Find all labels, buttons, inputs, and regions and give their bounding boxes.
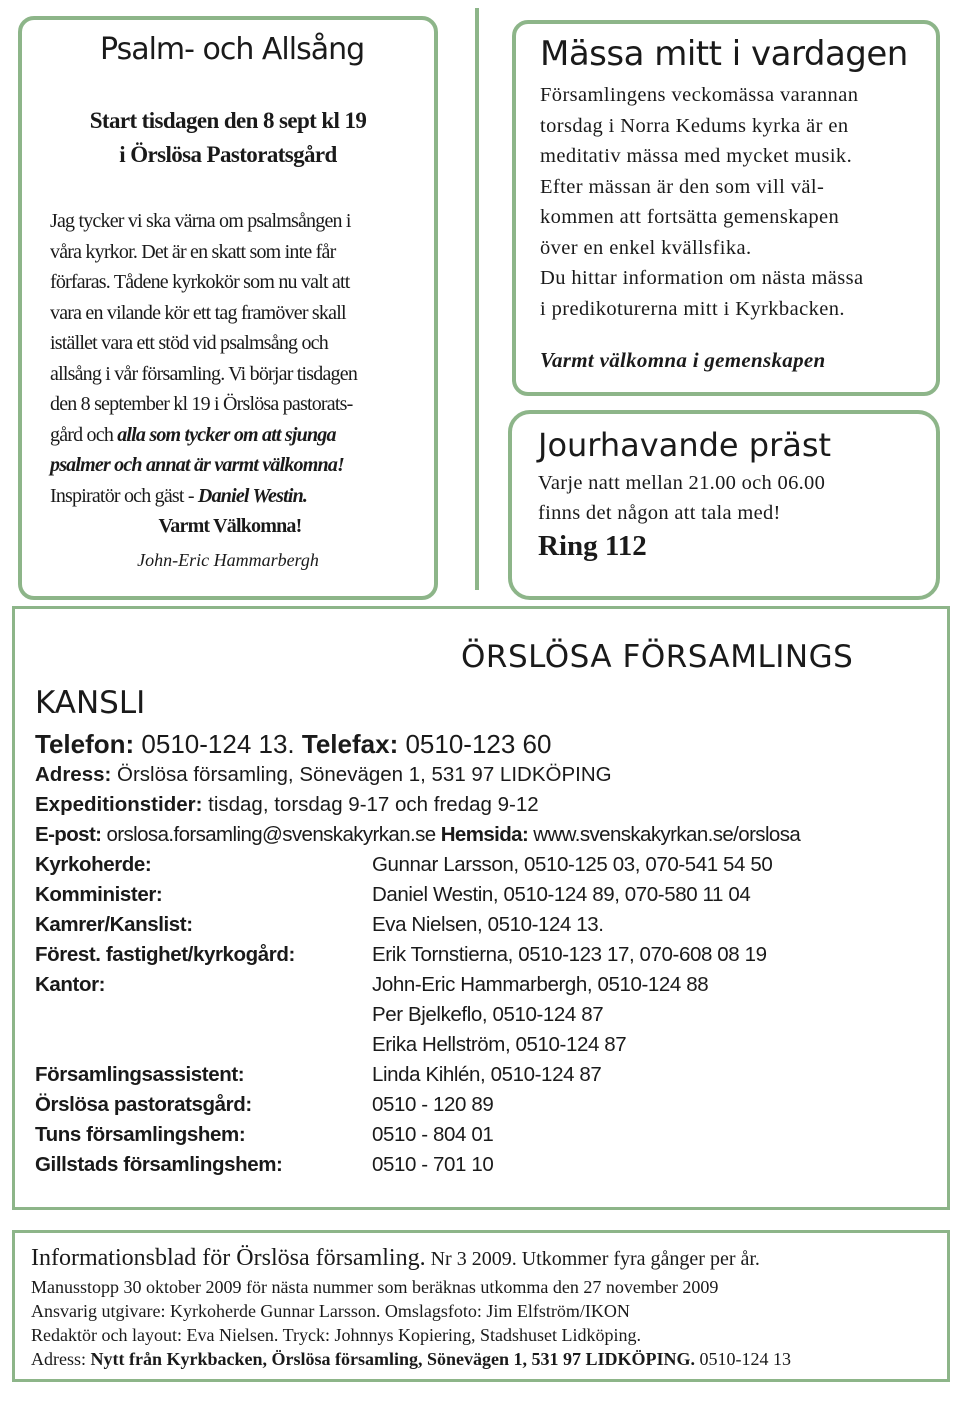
massa-body-line: Du hittar information om nästa mässa <box>540 267 864 289</box>
staff-value: Daniel Westin, 0510-124 89, 070-580 11 04 <box>372 883 751 906</box>
psalm-start-line2: i Örslösa Pastoratsgård <box>119 142 337 167</box>
staff-label: Förest. fastighet/kyrkogård: <box>35 943 295 966</box>
epost-label: E-post: <box>35 823 102 846</box>
info-line3: Ansvarig utgivare: Kyrkoherde Gunnar Larsson. Omslagsfoto: Jim Elfström/IKON <box>31 1301 630 1321</box>
massa-welcome: Varmt välkomna i gemenskapen <box>540 348 826 372</box>
jour-line2: finns det någon att tala med! <box>538 502 781 524</box>
jour-box <box>508 410 940 600</box>
info-phone: 0510-124 13 <box>695 1349 792 1369</box>
staff-value: Gunnar Larsson, 0510-125 03, 070-541 54 50 <box>372 853 773 876</box>
psalm-body <box>50 206 422 542</box>
psalm-body-line: våra kyrkor. Det är en skatt som inte får <box>50 240 336 263</box>
staff-label: Kantor: <box>35 973 106 996</box>
massa-title: Mässa mitt i vardagen <box>540 34 908 74</box>
massa-body-line: Efter mässan är den som vill väl- <box>540 175 825 198</box>
psalm-line9-emph: psalmer och annat är varmt välkomna! <box>50 454 345 476</box>
staff-label: Tuns församlingshem: <box>35 1123 246 1146</box>
psalm-title: Psalm- och Allsång <box>100 32 365 67</box>
staff-value: 0510 - 804 01 <box>372 1123 494 1146</box>
massa-body-line: Församlingens veckomässa varannan <box>540 84 859 106</box>
psalm-start-line1: Start tisdagen den 8 sept kl 19 <box>89 108 367 133</box>
info-address: Nytt från Kyrkbacken, Örslösa församling, Sönevägen 1, 531 97 LIDKÖPING. <box>90 1349 696 1369</box>
kansli-subheading: KANSLI <box>35 685 146 721</box>
staff-value: Linda Kihlén, 0510-124 87 <box>372 1063 602 1086</box>
staff-value: Per Bjelkeflo, 0510-124 87 <box>372 1003 604 1026</box>
staff-label: Kyrkoherde: <box>35 853 152 876</box>
info-box <box>12 1230 950 1382</box>
psalm-body-line: allsång i vår församling. Vi börjar tisdagen <box>50 362 358 385</box>
psalm-body-line: vara en vilande kör ett tag framöver skall <box>50 301 346 324</box>
psalm-body-line <box>50 481 422 512</box>
staff-label: Komminister: <box>35 883 163 906</box>
info-issue: Nr 3 2009. Utkommer fyra gånger per år. <box>425 1248 760 1270</box>
telefax-label: Telefax: <box>301 729 399 759</box>
epost-value: orslosa.forsamling@svenskakyrkan.se <box>101 823 441 846</box>
psalm-guest-name: Daniel Westin. <box>197 484 308 507</box>
staff-label: Gillstads församlingshem: <box>35 1153 283 1176</box>
jour-title: Jourhavande präst <box>538 426 832 464</box>
exp-value: tisdag, torsdag 9-17 och fredag 9-12 <box>202 793 539 816</box>
psalm-line8-emph: alla som tycker om att sjunga <box>117 423 336 446</box>
psalm-body-line <box>50 420 422 451</box>
psalm-box <box>18 16 438 600</box>
psalm-body-line <box>50 450 422 481</box>
massa-body-line: meditativ mässa med mycket musik. <box>540 145 853 167</box>
info-line5 <box>31 1349 791 1370</box>
adress-label: Adress: <box>35 763 112 786</box>
psalm-body-line: den 8 september kl 19 i Örslösa pastorats- <box>50 393 353 415</box>
info-line4: Redaktör och layout: Eva Nielsen. Tryck: Johnnys Kopiering, Stadshuset Lidköping. <box>31 1325 641 1345</box>
vertical-divider <box>475 8 479 590</box>
kansli-box <box>12 606 950 1210</box>
hemsida-value: www.svenskakyrkan.se/orslosa <box>528 823 801 846</box>
psalm-body-line: förfaras. Tådene kyrkokör som nu valt att <box>50 271 350 293</box>
psalm-line10-text: Inspiratör och gäst - <box>50 484 198 507</box>
massa-body-line: i predikoturerna mitt i Kyrkbacken. <box>540 297 845 320</box>
staff-label: Kamrer/Kanslist: <box>35 913 193 936</box>
staff-label: Församlingsassistent: <box>35 1063 245 1086</box>
psalm-signature: John-Eric Hammarbergh <box>137 550 319 570</box>
kansli-address-line <box>35 763 612 787</box>
telefax-value: 0510-123 60 <box>398 729 552 759</box>
kansli-web-line <box>35 823 800 847</box>
telefon-value: 0510-124 13. <box>134 729 302 759</box>
info-address-label: Adress: <box>31 1349 91 1369</box>
telefon-label: Telefon: <box>35 729 135 759</box>
jour-line1: Varje natt mellan 21.00 och 06.00 <box>538 472 826 494</box>
jour-ring: Ring 112 <box>538 530 647 562</box>
psalm-body-line: Jag tycker vi ska värna om psalmsången i <box>50 210 351 232</box>
massa-body <box>540 80 864 324</box>
massa-body-line: kommen att fortsätta gemenskapen <box>540 206 840 228</box>
staff-value: Eva Nielsen, 0510-124 13. <box>372 913 604 936</box>
kansli-phone-line <box>35 729 551 760</box>
info-line2: Manusstopp 30 oktober 2009 för nästa nummer som beräknas utkomma den 27 november 2009 <box>31 1277 719 1297</box>
staff-value: Erik Tornstierna, 0510-123 17, 070-608 08 19 <box>372 943 767 966</box>
adress-value: Örslösa församling, Sönevägen 1, 531 97 LIDKÖPING <box>111 763 612 786</box>
staff-value: 0510 - 120 89 <box>372 1093 494 1116</box>
staff-label: Örslösa pastoratsgård: <box>35 1093 252 1116</box>
info-title: Informationsblad för Örslösa församling. <box>31 1245 426 1271</box>
info-line1 <box>31 1245 760 1272</box>
psalm-varmt-text: Varmt Välkomna! <box>158 515 302 537</box>
massa-box <box>512 20 940 396</box>
staff-value: Erika Hellström, 0510-124 87 <box>372 1033 627 1056</box>
hemsida-label: Hemsida: <box>440 823 529 846</box>
kansli-hours-line <box>35 793 539 817</box>
staff-value: 0510 - 701 10 <box>372 1153 494 1176</box>
psalm-body-line: istället vara ett stöd vid psalmsång och <box>50 332 328 354</box>
kansli-heading: ÖRSLÖSA FÖRSAMLINGS <box>461 639 854 675</box>
massa-body-line: torsdag i Norra Kedums kyrka är en <box>540 114 849 137</box>
psalm-varmt <box>50 511 410 542</box>
psalm-line8-text: gård och <box>50 423 118 446</box>
exp-label: Expeditionstider: <box>35 793 203 816</box>
staff-value: John-Eric Hammarbergh, 0510-124 88 <box>372 973 709 996</box>
psalm-start-info <box>22 104 434 172</box>
massa-body-line: över en enkel kvällsfika. <box>540 236 752 259</box>
